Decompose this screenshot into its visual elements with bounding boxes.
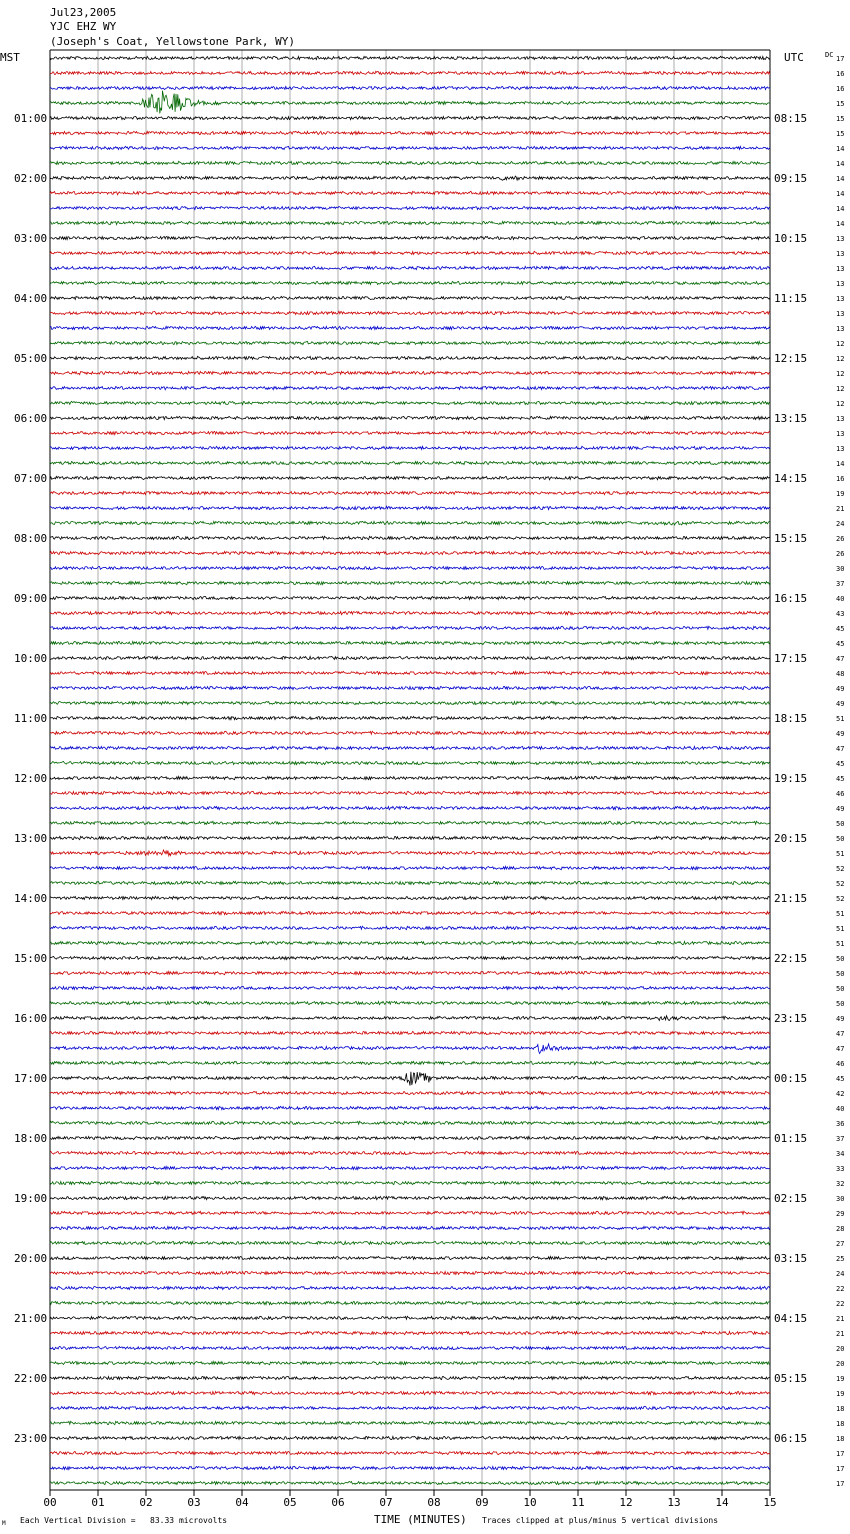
dc-offset-label: 15 [836,100,845,108]
seismic-trace [50,1241,770,1244]
utc-hour-label: 18:15 [774,712,808,725]
dc-offset-label: 12 [836,385,845,393]
dc-offset-label: 14 [836,160,845,168]
dc-offset-label: 16 [836,70,845,78]
utc-hour-label: 04:15 [774,1312,808,1325]
utc-hour-label: 00:15 [774,1072,808,1085]
seismic-trace [50,446,770,449]
seismic-trace [50,191,770,194]
dc-offset-label: 13 [836,235,845,243]
dc-offset-label: 12 [836,355,845,363]
mst-hour-label: 01:00 [14,112,48,125]
dc-label: DC [825,51,834,59]
seismic-trace [50,116,770,119]
seismic-trace [50,236,770,239]
utc-hour-label: 09:15 [774,172,808,185]
x-tick-label: 13 [667,1496,681,1509]
seismic-trace [50,91,770,114]
seismic-trace [50,896,770,899]
dc-offset-label: 25 [836,1255,845,1263]
mst-hour-label: 22:00 [14,1372,48,1385]
utc-hour-label: 06:15 [774,1432,808,1445]
x-tick-label: 14 [715,1496,729,1509]
seismic-trace [50,1106,770,1109]
seismic-trace [50,1331,770,1334]
dc-offset-label: 45 [836,760,845,768]
utc-hour-label: 05:15 [774,1372,808,1385]
x-tick-label: 11 [571,1496,585,1509]
seismic-trace [50,221,770,224]
seismic-trace [50,566,770,569]
dc-offset-label: 12 [836,400,845,408]
utc-hour-label: 17:15 [774,652,808,665]
dc-offset-label: 14 [836,145,845,153]
x-tick-label: 07 [379,1496,393,1509]
seismic-trace [50,1226,770,1229]
dc-offset-label: 13 [836,280,845,288]
dc-offset-label: 49 [836,805,845,813]
seismic-trace [50,1151,770,1154]
seismic-trace [50,701,770,704]
mst-axis-title: MST [0,51,20,64]
seismic-trace [50,536,770,539]
dc-offset-label: 16 [836,475,845,483]
utc-hour-labels [774,112,807,1445]
mst-hour-label: 05:00 [14,352,48,365]
dc-offset-label: 13 [836,295,845,303]
seismic-trace [50,1121,770,1124]
dc-offset-label: 14 [836,205,845,213]
dc-offset-label: 18 [836,1405,845,1413]
seismic-trace [50,176,770,180]
seismic-trace [50,881,770,884]
mst-hour-label: 23:00 [14,1432,48,1445]
dc-offset-label: 21 [836,1315,845,1323]
seismic-trace [50,806,770,809]
mst-hour-label: 02:00 [14,172,48,185]
seismic-trace [50,1436,770,1439]
utc-hour-label: 10:15 [774,232,808,245]
dc-offset-label: 52 [836,895,845,903]
dc-offset-label: 17 [836,1450,845,1458]
dc-offset-label: 20 [836,1345,845,1353]
dc-offset-label: 24 [836,1270,845,1278]
utc-hour-label: 19:15 [774,772,808,785]
dc-offset-label: 12 [836,370,845,378]
dc-offset-label: 47 [836,655,845,663]
seismic-trace [50,1031,770,1034]
dc-offset-label: 15 [836,115,845,123]
seismic-trace [50,86,770,89]
dc-offset-label: 13 [836,325,845,333]
x-tick-label: 10 [523,1496,537,1509]
clip-note: Traces clipped at plus/minus 5 vertical divisions [482,1516,719,1525]
seismic-trace [50,1301,770,1304]
seismic-trace [50,671,770,674]
seismic-trace [50,926,770,929]
dc-offset-label: 26 [836,535,845,543]
dc-offset-label: 13 [836,265,845,273]
seismic-trace [50,1271,770,1274]
seismic-trace [50,1391,770,1394]
mst-hour-label: 10:00 [14,652,48,665]
seismic-trace [50,326,770,329]
seismic-trace [50,551,770,554]
seismic-trace [50,1136,770,1139]
seismic-trace [50,1196,770,1199]
seismic-trace [50,1044,770,1054]
utc-hour-label: 13:15 [774,412,808,425]
dc-offset-label: 18 [836,1420,845,1428]
mst-hour-label: 06:00 [14,412,48,425]
utc-hour-label: 21:15 [774,892,808,905]
dc-offset-label: 14 [836,175,845,183]
utc-hour-label: 12:15 [774,352,808,365]
dc-offset-label: 21 [836,1330,845,1338]
seismic-trace [50,206,770,209]
dc-offset-label: 27 [836,1240,845,1248]
seismic-trace [50,836,770,839]
seismic-trace [50,161,770,164]
dc-offset-label: 16 [836,85,845,93]
x-tick-label: 12 [619,1496,633,1509]
dc-offset-label: 20 [836,1360,845,1368]
seismic-traces [50,56,770,1484]
dc-offset-label: 51 [836,940,845,948]
dc-offset-label: 51 [836,715,845,723]
dc-offset-label: 37 [836,1135,845,1143]
seismic-trace [50,716,770,719]
seismic-trace [50,1361,770,1364]
seismic-trace [50,611,770,614]
seismic-trace [50,1421,770,1424]
dc-offset-label: 50 [836,820,845,828]
dc-offset-label: 34 [836,1150,845,1158]
dc-offset-label: 49 [836,700,845,708]
seismic-trace [50,911,770,914]
mst-hour-label: 11:00 [14,712,48,725]
utc-axis-title: UTC [784,51,804,64]
utc-hour-label: 16:15 [774,592,808,605]
dc-offset-label: 18 [836,1435,845,1443]
seismic-trace [50,986,770,989]
seismic-trace [50,341,770,344]
x-tick-label: 00 [43,1496,57,1509]
utc-hour-label: 23:15 [774,1012,808,1025]
x-tick-label: 02 [139,1496,153,1509]
seismic-trace [50,371,770,374]
mst-hour-label: 13:00 [14,832,48,845]
seismic-trace [50,131,770,134]
seismic-trace [50,356,770,359]
seismic-trace [50,1346,770,1349]
dc-offset-label: 17 [836,1465,845,1473]
dc-offset-label: 28 [836,1225,845,1233]
utc-hour-label: 02:15 [774,1192,808,1205]
dc-offset-label: 14 [836,220,845,228]
dc-offset-label: 45 [836,775,845,783]
mst-hour-label: 04:00 [14,292,48,305]
seismic-trace [50,311,770,314]
seismic-trace [50,761,770,764]
mst-hour-label: 21:00 [14,1312,48,1325]
dc-offset-label: 46 [836,1060,845,1068]
x-tick-label: 05 [283,1496,297,1509]
mst-hour-label: 20:00 [14,1252,48,1265]
utc-hour-label: 01:15 [774,1132,808,1145]
x-axis-ticks [43,1490,776,1509]
dc-offset-label: 43 [836,610,845,618]
seismic-trace [50,1316,770,1319]
seismic-trace [50,1451,770,1454]
seismic-trace [50,596,770,599]
seismic-trace [50,296,770,299]
dc-offset-label: 40 [836,595,845,603]
seismic-trace [50,506,770,509]
dc-offset-label: 29 [836,1210,845,1218]
seismic-trace [50,641,770,644]
seismic-trace [50,1286,770,1289]
seismic-trace [50,146,770,149]
x-axis-label: TIME (MINUTES) [374,1513,467,1526]
utc-hour-label: 20:15 [774,832,808,845]
seismic-trace [50,971,770,974]
dc-offset-label: 19 [836,1375,845,1383]
seismic-trace [50,776,770,779]
utc-hour-label: 03:15 [774,1252,808,1265]
utc-hour-label: 11:15 [774,292,808,305]
x-tick-label: 03 [187,1496,201,1509]
seismic-trace [50,686,770,689]
seismic-trace [50,476,770,479]
seismic-trace [50,821,770,824]
dc-offset-label: 36 [836,1120,845,1128]
corner-mark: M [2,1520,6,1527]
dc-offset-label: 22 [836,1285,845,1293]
dc-offset-label: 30 [836,565,845,573]
utc-hour-label: 22:15 [774,952,808,965]
dc-offset-label: 42 [836,1090,845,1098]
x-tick-label: 09 [475,1496,489,1509]
dc-offset-label: 13 [836,430,845,438]
seismic-trace [50,1016,770,1021]
utc-hour-label: 14:15 [774,472,808,485]
mst-hour-label: 18:00 [14,1132,48,1145]
seismic-trace [50,416,770,419]
seismic-trace [50,746,770,749]
dc-offset-label: 13 [836,310,845,318]
mst-hour-label: 16:00 [14,1012,48,1025]
seismic-trace [50,431,770,434]
seismic-trace [50,850,770,856]
x-tick-label: 15 [763,1496,777,1509]
seismic-trace [50,791,770,794]
mst-hour-label: 14:00 [14,892,48,905]
seismic-trace [50,521,770,525]
dc-offset-label: 37 [836,580,845,588]
dc-offset-label: 48 [836,670,845,678]
dc-offset-label: 50 [836,835,845,843]
mst-hour-label: 09:00 [14,592,48,605]
mst-hour-label: 07:00 [14,472,48,485]
dc-offset-label: 49 [836,685,845,693]
x-tick-label: 01 [91,1496,105,1509]
seismic-trace [50,266,770,269]
dc-offset-label: 17 [836,55,845,63]
seismic-trace [50,866,770,869]
x-tick-label: 08 [427,1496,441,1509]
mst-hour-label: 03:00 [14,232,48,245]
dc-offset-label: 50 [836,955,845,963]
dc-offset-label: 52 [836,880,845,888]
dc-offset-label: 49 [836,1015,845,1023]
dc-offset-label: 51 [836,850,845,858]
seismic-trace [50,1481,770,1484]
seismic-trace [50,1466,770,1469]
dc-offset-label: 50 [836,985,845,993]
dc-offset-label: 13 [836,250,845,258]
location-label: (Joseph's Coat, Yellowstone Park, WY) [50,35,296,48]
station-label: YJC EHZ WY [50,20,117,33]
dc-offset-label: 50 [836,970,845,978]
mst-hour-labels [14,112,47,1445]
dc-offset-label: 13 [836,445,845,453]
date-label: Jul23,2005 [50,6,117,19]
dc-offset-label: 22 [836,1300,845,1308]
dc-offset-label: 19 [836,490,845,498]
dc-offset-label: 12 [836,340,845,348]
seismic-trace [50,1181,770,1184]
mst-hour-label: 08:00 [14,532,48,545]
dc-offset-label: 14 [836,460,845,468]
dc-offset-label: 14 [836,190,845,198]
seismic-trace [50,251,770,254]
dc-offset-label: 24 [836,520,845,528]
mst-hour-label: 19:00 [14,1192,48,1205]
seismic-trace [50,1091,770,1094]
dc-offset-label: 15 [836,130,845,138]
scale-note: Each Vertical Division = 83.33 microvolts [20,1516,228,1525]
utc-hour-label: 15:15 [774,532,808,545]
dc-offset-label: 47 [836,745,845,753]
x-tick-label: 06 [331,1496,345,1509]
dc-offset-labels [836,55,844,1488]
seismic-trace [50,941,770,944]
dc-offset-label: 45 [836,1075,845,1083]
seismic-trace [50,1211,770,1214]
dc-offset-label: 13 [836,415,845,423]
dc-offset-label: 49 [836,730,845,738]
seismic-trace [50,1376,770,1379]
dc-offset-label: 40 [836,1105,845,1113]
seismic-trace [50,71,770,74]
dc-offset-label: 47 [836,1030,845,1038]
dc-offset-label: 21 [836,505,845,513]
dc-offset-label: 33 [836,1165,845,1173]
seismic-trace [50,956,770,959]
seismic-trace [50,1001,770,1004]
seismic-trace [50,626,770,629]
mst-hour-label: 17:00 [14,1072,48,1085]
dc-offset-label: 32 [836,1180,845,1188]
mst-hour-label: 12:00 [14,772,48,785]
seismic-trace [50,656,770,659]
dc-offset-label: 52 [836,865,845,873]
dc-offset-label: 51 [836,925,845,933]
seismic-trace [50,1406,770,1409]
dc-offset-label: 51 [836,910,845,918]
dc-offset-label: 26 [836,550,845,558]
seismic-trace [50,1061,770,1064]
seismic-trace [50,401,770,404]
seismic-trace [50,731,770,734]
dc-offset-label: 17 [836,1480,845,1488]
dc-offset-label: 45 [836,625,845,633]
seismic-trace [50,491,770,494]
seismic-trace [50,1166,770,1169]
dc-offset-label: 19 [836,1390,845,1398]
dc-offset-label: 47 [836,1045,845,1053]
x-tick-label: 04 [235,1496,249,1509]
dc-offset-label: 45 [836,640,845,648]
seismic-trace [50,581,770,584]
seismic-trace [50,56,770,59]
seismic-trace [50,1256,770,1259]
dc-offset-label: 46 [836,790,845,798]
dc-offset-label: 50 [836,1000,845,1008]
seismic-trace [50,1072,770,1086]
seismic-trace [50,386,770,389]
mst-hour-label: 15:00 [14,952,48,965]
utc-hour-label: 08:15 [774,112,808,125]
seismic-trace [50,461,770,464]
seismic-trace [50,281,770,284]
dc-offset-label: 30 [836,1195,845,1203]
